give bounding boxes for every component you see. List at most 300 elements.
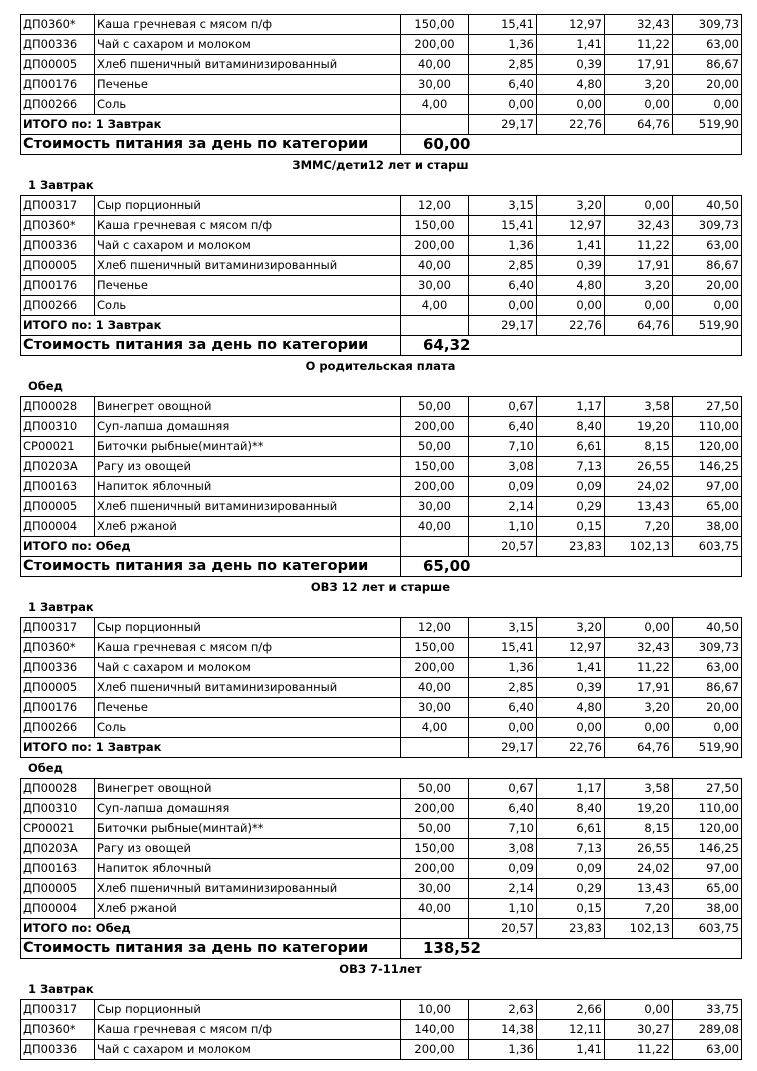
fats-cell: 12,11 <box>537 1020 605 1040</box>
carbs-cell: 26,55 <box>605 839 673 859</box>
item-code-cell: ДП00176 <box>21 276 95 296</box>
portion-weight-cell: 4,00 <box>401 718 469 738</box>
dish-name-cell: Печенье <box>95 698 401 718</box>
dish-name-cell: Сыр порционный <box>95 196 401 216</box>
carbs-cell: 3,20 <box>605 698 673 718</box>
portion-weight-cell: 200,00 <box>401 35 469 55</box>
fats-cell: 1,41 <box>537 236 605 256</box>
table-row <box>21 678 742 698</box>
item-code-cell: ДП00176 <box>21 698 95 718</box>
proteins-cell: 6,40 <box>469 276 537 296</box>
calories-total: 519,90 <box>673 115 742 135</box>
portion-weight-cell: 30,00 <box>401 497 469 517</box>
carbs-cell: 0,00 <box>605 296 673 316</box>
carbs-total: 64,76 <box>605 738 673 758</box>
daily-cost-row <box>21 336 742 356</box>
proteins-total: 20,57 <box>469 919 537 939</box>
portion-weight-cell: 40,00 <box>401 678 469 698</box>
dish-name-cell: Хлеб пшеничный витаминизированный <box>95 879 401 899</box>
daily-cost-value: 138,52 <box>401 939 742 959</box>
table-row <box>21 517 742 537</box>
proteins-cell: 0,67 <box>469 397 537 417</box>
proteins-cell: 1,10 <box>469 899 537 919</box>
proteins-cell: 2,14 <box>469 497 537 517</box>
carbs-cell: 0,00 <box>605 1000 673 1020</box>
fats-cell: 1,41 <box>537 658 605 678</box>
dish-name-cell: Суп-лапша домашняя <box>95 417 401 437</box>
calories-cell: 27,50 <box>673 397 742 417</box>
carbs-cell: 3,58 <box>605 397 673 417</box>
fats-cell: 0,39 <box>537 678 605 698</box>
proteins-cell: 3,08 <box>469 839 537 859</box>
fats-cell: 6,61 <box>537 437 605 457</box>
calories-cell: 20,00 <box>673 276 742 296</box>
proteins-cell: 0,00 <box>469 718 537 738</box>
total-label: ИТОГО по: 1 Завтрак <box>21 738 401 758</box>
dish-name-cell: Рагу из овощей <box>95 839 401 859</box>
carbs-cell: 0,00 <box>605 618 673 638</box>
table-row <box>21 296 742 316</box>
proteins-cell: 1,36 <box>469 236 537 256</box>
item-code-cell: ДП00310 <box>21 417 95 437</box>
dish-name-cell: Хлеб ржаной <box>95 517 401 537</box>
item-code-cell: ДП0360* <box>21 1020 95 1040</box>
total-weight-cell <box>401 738 469 758</box>
total-row <box>21 919 742 939</box>
table-row <box>21 15 742 35</box>
table-row <box>21 35 742 55</box>
calories-cell: 65,00 <box>673 497 742 517</box>
total-weight-cell <box>401 537 469 557</box>
fats-total: 22,76 <box>537 738 605 758</box>
proteins-cell: 1,36 <box>469 658 537 678</box>
proteins-total: 29,17 <box>469 115 537 135</box>
item-code-cell: ДП00005 <box>21 497 95 517</box>
dish-name-cell: Соль <box>95 718 401 738</box>
portion-weight-cell: 40,00 <box>401 256 469 276</box>
dish-name-cell: Сыр порционный <box>95 1000 401 1020</box>
portion-weight-cell: 200,00 <box>401 1040 469 1060</box>
calories-total: 519,90 <box>673 316 742 336</box>
calories-cell: 86,67 <box>673 678 742 698</box>
item-code-cell: ДП00317 <box>21 1000 95 1020</box>
menu-table <box>20 778 742 959</box>
proteins-total: 29,17 <box>469 316 537 336</box>
table-row <box>21 477 742 497</box>
item-code-cell: ДП00004 <box>21 899 95 919</box>
proteins-cell: 2,63 <box>469 1000 537 1020</box>
table-row <box>21 839 742 859</box>
table-row <box>21 276 742 296</box>
dish-name-cell: Чай с сахаром и молоком <box>95 658 401 678</box>
dish-name-cell: Суп-лапша домашняя <box>95 799 401 819</box>
item-code-cell: ДП00266 <box>21 296 95 316</box>
item-code-cell: ДП00336 <box>21 1040 95 1060</box>
portion-weight-cell: 40,00 <box>401 517 469 537</box>
fats-total: 23,83 <box>537 537 605 557</box>
table-row <box>21 256 742 276</box>
dish-name-cell: Хлеб пшеничный витаминизированный <box>95 55 401 75</box>
proteins-cell: 1,10 <box>469 517 537 537</box>
proteins-cell: 2,85 <box>469 55 537 75</box>
proteins-cell: 15,41 <box>469 15 537 35</box>
meal-title: 1 Завтрак <box>28 982 94 996</box>
fats-cell: 0,29 <box>537 879 605 899</box>
item-code-cell: ДП0360* <box>21 15 95 35</box>
item-code-cell: ДП00163 <box>21 859 95 879</box>
total-weight-cell <box>401 115 469 135</box>
calories-cell: 309,73 <box>673 216 742 236</box>
carbs-cell: 3,20 <box>605 75 673 95</box>
portion-weight-cell: 150,00 <box>401 216 469 236</box>
fats-total: 22,76 <box>537 115 605 135</box>
item-code-cell: ДП00005 <box>21 678 95 698</box>
table-row <box>21 196 742 216</box>
dish-name-cell: Каша гречневая с мясом п/ф <box>95 1020 401 1040</box>
portion-weight-cell: 50,00 <box>401 397 469 417</box>
proteins-cell: 3,15 <box>469 618 537 638</box>
daily-cost-row <box>21 939 742 959</box>
fats-cell: 0,15 <box>537 517 605 537</box>
dish-name-cell: Чай с сахаром и молоком <box>95 1040 401 1060</box>
fats-cell: 4,80 <box>537 276 605 296</box>
proteins-cell: 2,14 <box>469 879 537 899</box>
proteins-cell: 1,36 <box>469 1040 537 1060</box>
menu-table <box>20 617 742 758</box>
fats-cell: 0,00 <box>537 718 605 738</box>
calories-cell: 38,00 <box>673 899 742 919</box>
table-row <box>21 1040 742 1060</box>
daily-cost-label: Стоимость питания за день по категории <box>21 557 401 577</box>
calories-cell: 110,00 <box>673 799 742 819</box>
fats-cell: 0,00 <box>537 296 605 316</box>
fats-cell: 12,97 <box>537 15 605 35</box>
table-row <box>21 899 742 919</box>
fats-cell: 4,80 <box>537 75 605 95</box>
carbs-cell: 17,91 <box>605 678 673 698</box>
fats-cell: 0,39 <box>537 55 605 75</box>
proteins-cell: 0,09 <box>469 859 537 879</box>
dish-name-cell: Хлеб пшеничный витаминизированный <box>95 256 401 276</box>
fats-cell: 7,13 <box>537 457 605 477</box>
dish-name-cell: Чай с сахаром и молоком <box>95 35 401 55</box>
item-code-cell: ДП0360* <box>21 216 95 236</box>
fats-cell: 0,09 <box>537 477 605 497</box>
calories-cell: 97,00 <box>673 859 742 879</box>
fats-cell: 2,66 <box>537 1000 605 1020</box>
calories-cell: 33,75 <box>673 1000 742 1020</box>
daily-cost-label: Стоимость питания за день по категории <box>21 336 401 356</box>
portion-weight-cell: 150,00 <box>401 839 469 859</box>
calories-cell: 40,50 <box>673 196 742 216</box>
table-row <box>21 698 742 718</box>
item-code-cell: СР00021 <box>21 437 95 457</box>
portion-weight-cell: 50,00 <box>401 819 469 839</box>
daily-cost-row <box>21 135 742 155</box>
total-row <box>21 115 742 135</box>
item-code-cell: ДП00004 <box>21 517 95 537</box>
menu-table <box>20 396 742 577</box>
table-row <box>21 1000 742 1020</box>
item-code-cell: ДП00028 <box>21 397 95 417</box>
fats-cell: 1,17 <box>537 397 605 417</box>
dish-name-cell: Каша гречневая с мясом п/ф <box>95 638 401 658</box>
portion-weight-cell: 50,00 <box>401 779 469 799</box>
category-title: О родительская плата <box>305 359 456 373</box>
item-code-cell: ДП00336 <box>21 35 95 55</box>
table-row <box>21 437 742 457</box>
proteins-cell: 0,00 <box>469 296 537 316</box>
item-code-cell: ДП00005 <box>21 55 95 75</box>
item-code-cell: ДП00310 <box>21 799 95 819</box>
calories-cell: 146,25 <box>673 839 742 859</box>
table-row <box>21 618 742 638</box>
carbs-cell: 7,20 <box>605 899 673 919</box>
daily-cost-label: Стоимость питания за день по категории <box>21 135 401 155</box>
carbs-cell: 11,22 <box>605 35 673 55</box>
portion-weight-cell: 12,00 <box>401 618 469 638</box>
carbs-cell: 8,15 <box>605 819 673 839</box>
calories-cell: 86,67 <box>673 256 742 276</box>
carbs-cell: 19,20 <box>605 799 673 819</box>
carbs-cell: 0,00 <box>605 718 673 738</box>
carbs-total: 64,76 <box>605 316 673 336</box>
proteins-cell: 15,41 <box>469 638 537 658</box>
portion-weight-cell: 4,00 <box>401 296 469 316</box>
dish-name-cell: Соль <box>95 95 401 115</box>
table-row <box>21 859 742 879</box>
menu-table <box>20 999 742 1060</box>
portion-weight-cell: 200,00 <box>401 799 469 819</box>
proteins-cell: 7,10 <box>469 437 537 457</box>
dish-name-cell: Биточки рыбные(минтай)** <box>95 437 401 457</box>
daily-cost-label: Стоимость питания за день по категории <box>21 939 401 959</box>
carbs-cell: 8,15 <box>605 437 673 457</box>
table-row <box>21 638 742 658</box>
item-code-cell: ДП00028 <box>21 779 95 799</box>
proteins-cell: 3,08 <box>469 457 537 477</box>
carbs-cell: 32,43 <box>605 15 673 35</box>
fats-cell: 3,20 <box>537 196 605 216</box>
fats-cell: 1,41 <box>537 35 605 55</box>
proteins-cell: 6,40 <box>469 799 537 819</box>
item-code-cell: ДП00005 <box>21 879 95 899</box>
portion-weight-cell: 4,00 <box>401 95 469 115</box>
fats-cell: 12,97 <box>537 638 605 658</box>
proteins-total: 20,57 <box>469 537 537 557</box>
carbs-cell: 0,00 <box>605 95 673 115</box>
proteins-cell: 6,40 <box>469 417 537 437</box>
fats-cell: 0,15 <box>537 899 605 919</box>
carbs-cell: 3,20 <box>605 276 673 296</box>
calories-cell: 63,00 <box>673 35 742 55</box>
item-code-cell: ДП00176 <box>21 75 95 95</box>
proteins-total: 29,17 <box>469 738 537 758</box>
proteins-cell: 3,15 <box>469 196 537 216</box>
meal-title: 1 Завтрак <box>28 600 94 614</box>
portion-weight-cell: 30,00 <box>401 879 469 899</box>
carbs-total: 64,76 <box>605 115 673 135</box>
fats-cell: 12,97 <box>537 216 605 236</box>
item-code-cell: ДП00163 <box>21 477 95 497</box>
total-row <box>21 316 742 336</box>
calories-cell: 120,00 <box>673 819 742 839</box>
category-title: ОВЗ 7-11лет <box>339 962 422 976</box>
calories-cell: 309,73 <box>673 15 742 35</box>
category-title: ОВЗ 12 лет и старше <box>310 580 451 594</box>
table-row <box>21 75 742 95</box>
dish-name-cell: Каша гречневая с мясом п/ф <box>95 216 401 236</box>
portion-weight-cell: 30,00 <box>401 698 469 718</box>
carbs-cell: 11,22 <box>605 658 673 678</box>
fats-cell: 4,80 <box>537 698 605 718</box>
calories-cell: 97,00 <box>673 477 742 497</box>
total-label: ИТОГО по: 1 Завтрак <box>21 115 401 135</box>
proteins-cell: 6,40 <box>469 698 537 718</box>
dish-name-cell: Хлеб пшеничный витаминизированный <box>95 678 401 698</box>
dish-name-cell: Чай с сахаром и молоком <box>95 236 401 256</box>
item-code-cell: ДП0203А <box>21 839 95 859</box>
carbs-cell: 26,55 <box>605 457 673 477</box>
carbs-cell: 11,22 <box>605 1040 673 1060</box>
total-label: ИТОГО по: 1 Завтрак <box>21 316 401 336</box>
item-code-cell: ДП00005 <box>21 256 95 276</box>
portion-weight-cell: 40,00 <box>401 55 469 75</box>
portion-weight-cell: 200,00 <box>401 859 469 879</box>
calories-cell: 0,00 <box>673 296 742 316</box>
calories-cell: 289,08 <box>673 1020 742 1040</box>
calories-cell: 65,00 <box>673 879 742 899</box>
meal-title: 1 Завтрак <box>28 178 94 192</box>
fats-cell: 1,17 <box>537 779 605 799</box>
table-row <box>21 95 742 115</box>
proteins-cell: 1,36 <box>469 35 537 55</box>
proteins-cell: 0,00 <box>469 95 537 115</box>
portion-weight-cell: 30,00 <box>401 276 469 296</box>
fats-cell: 0,29 <box>537 497 605 517</box>
table-row <box>21 819 742 839</box>
table-row <box>21 55 742 75</box>
total-weight-cell <box>401 919 469 939</box>
proteins-cell: 2,85 <box>469 256 537 276</box>
menu-document <box>20 14 741 1060</box>
carbs-cell: 24,02 <box>605 477 673 497</box>
item-code-cell: ДП0360* <box>21 638 95 658</box>
table-row <box>21 216 742 236</box>
calories-total: 519,90 <box>673 738 742 758</box>
carbs-total: 102,13 <box>605 537 673 557</box>
proteins-cell: 14,38 <box>469 1020 537 1040</box>
calories-cell: 20,00 <box>673 75 742 95</box>
total-row <box>21 738 742 758</box>
dish-name-cell: Напиток яблочный <box>95 477 401 497</box>
fats-cell: 0,09 <box>537 859 605 879</box>
calories-cell: 309,73 <box>673 638 742 658</box>
total-label: ИТОГО по: Обед <box>21 919 401 939</box>
dish-name-cell: Печенье <box>95 276 401 296</box>
calories-total: 603,75 <box>673 919 742 939</box>
table-row <box>21 799 742 819</box>
proteins-cell: 6,40 <box>469 75 537 95</box>
fats-total: 23,83 <box>537 919 605 939</box>
portion-weight-cell: 200,00 <box>401 236 469 256</box>
table-row <box>21 397 742 417</box>
dish-name-cell: Соль <box>95 296 401 316</box>
total-weight-cell <box>401 316 469 336</box>
carbs-cell: 24,02 <box>605 859 673 879</box>
item-code-cell: ДП00336 <box>21 236 95 256</box>
portion-weight-cell: 30,00 <box>401 75 469 95</box>
calories-cell: 27,50 <box>673 779 742 799</box>
calories-cell: 63,00 <box>673 236 742 256</box>
table-row <box>21 1020 742 1040</box>
item-code-cell: ДП00266 <box>21 95 95 115</box>
carbs-cell: 3,58 <box>605 779 673 799</box>
portion-weight-cell: 40,00 <box>401 899 469 919</box>
dish-name-cell: Печенье <box>95 75 401 95</box>
dish-name-cell: Биточки рыбные(минтай)** <box>95 819 401 839</box>
menu-table <box>20 14 742 155</box>
carbs-cell: 19,20 <box>605 417 673 437</box>
dish-name-cell: Каша гречневая с мясом п/ф <box>95 15 401 35</box>
portion-weight-cell: 10,00 <box>401 1000 469 1020</box>
carbs-cell: 7,20 <box>605 517 673 537</box>
calories-cell: 38,00 <box>673 517 742 537</box>
item-code-cell: ДП00266 <box>21 718 95 738</box>
calories-cell: 40,50 <box>673 618 742 638</box>
calories-cell: 63,00 <box>673 1040 742 1060</box>
fats-cell: 0,00 <box>537 95 605 115</box>
fats-cell: 8,40 <box>537 417 605 437</box>
portion-weight-cell: 150,00 <box>401 638 469 658</box>
portion-weight-cell: 150,00 <box>401 15 469 35</box>
portion-weight-cell: 150,00 <box>401 457 469 477</box>
dish-name-cell: Рагу из овощей <box>95 457 401 477</box>
carbs-cell: 17,91 <box>605 256 673 276</box>
item-code-cell: СР00021 <box>21 819 95 839</box>
carbs-cell: 30,27 <box>605 1020 673 1040</box>
fats-cell: 0,39 <box>537 256 605 276</box>
proteins-cell: 7,10 <box>469 819 537 839</box>
dish-name-cell: Хлеб ржаной <box>95 899 401 919</box>
calories-cell: 0,00 <box>673 718 742 738</box>
daily-cost-value: 60,00 <box>401 135 742 155</box>
daily-cost-value: 64,32 <box>401 336 742 356</box>
category-title: ЗММС/дети12 лет и старш <box>292 158 469 172</box>
table-row <box>21 236 742 256</box>
fats-cell: 7,13 <box>537 839 605 859</box>
table-row <box>21 718 742 738</box>
fats-cell: 1,41 <box>537 1040 605 1060</box>
dish-name-cell: Сыр порционный <box>95 618 401 638</box>
table-row <box>21 417 742 437</box>
carbs-cell: 13,43 <box>605 497 673 517</box>
carbs-total: 102,13 <box>605 919 673 939</box>
calories-cell: 20,00 <box>673 698 742 718</box>
fats-cell: 3,20 <box>537 618 605 638</box>
item-code-cell: ДП00317 <box>21 196 95 216</box>
daily-cost-row <box>21 557 742 577</box>
dish-name-cell: Хлеб пшеничный витаминизированный <box>95 497 401 517</box>
dish-name-cell: Винегрет овощной <box>95 397 401 417</box>
calories-cell: 146,25 <box>673 457 742 477</box>
table-row <box>21 879 742 899</box>
dish-name-cell: Винегрет овощной <box>95 779 401 799</box>
fats-cell: 6,61 <box>537 819 605 839</box>
proteins-cell: 15,41 <box>469 216 537 236</box>
daily-cost-value: 65,00 <box>401 557 742 577</box>
portion-weight-cell: 200,00 <box>401 477 469 497</box>
